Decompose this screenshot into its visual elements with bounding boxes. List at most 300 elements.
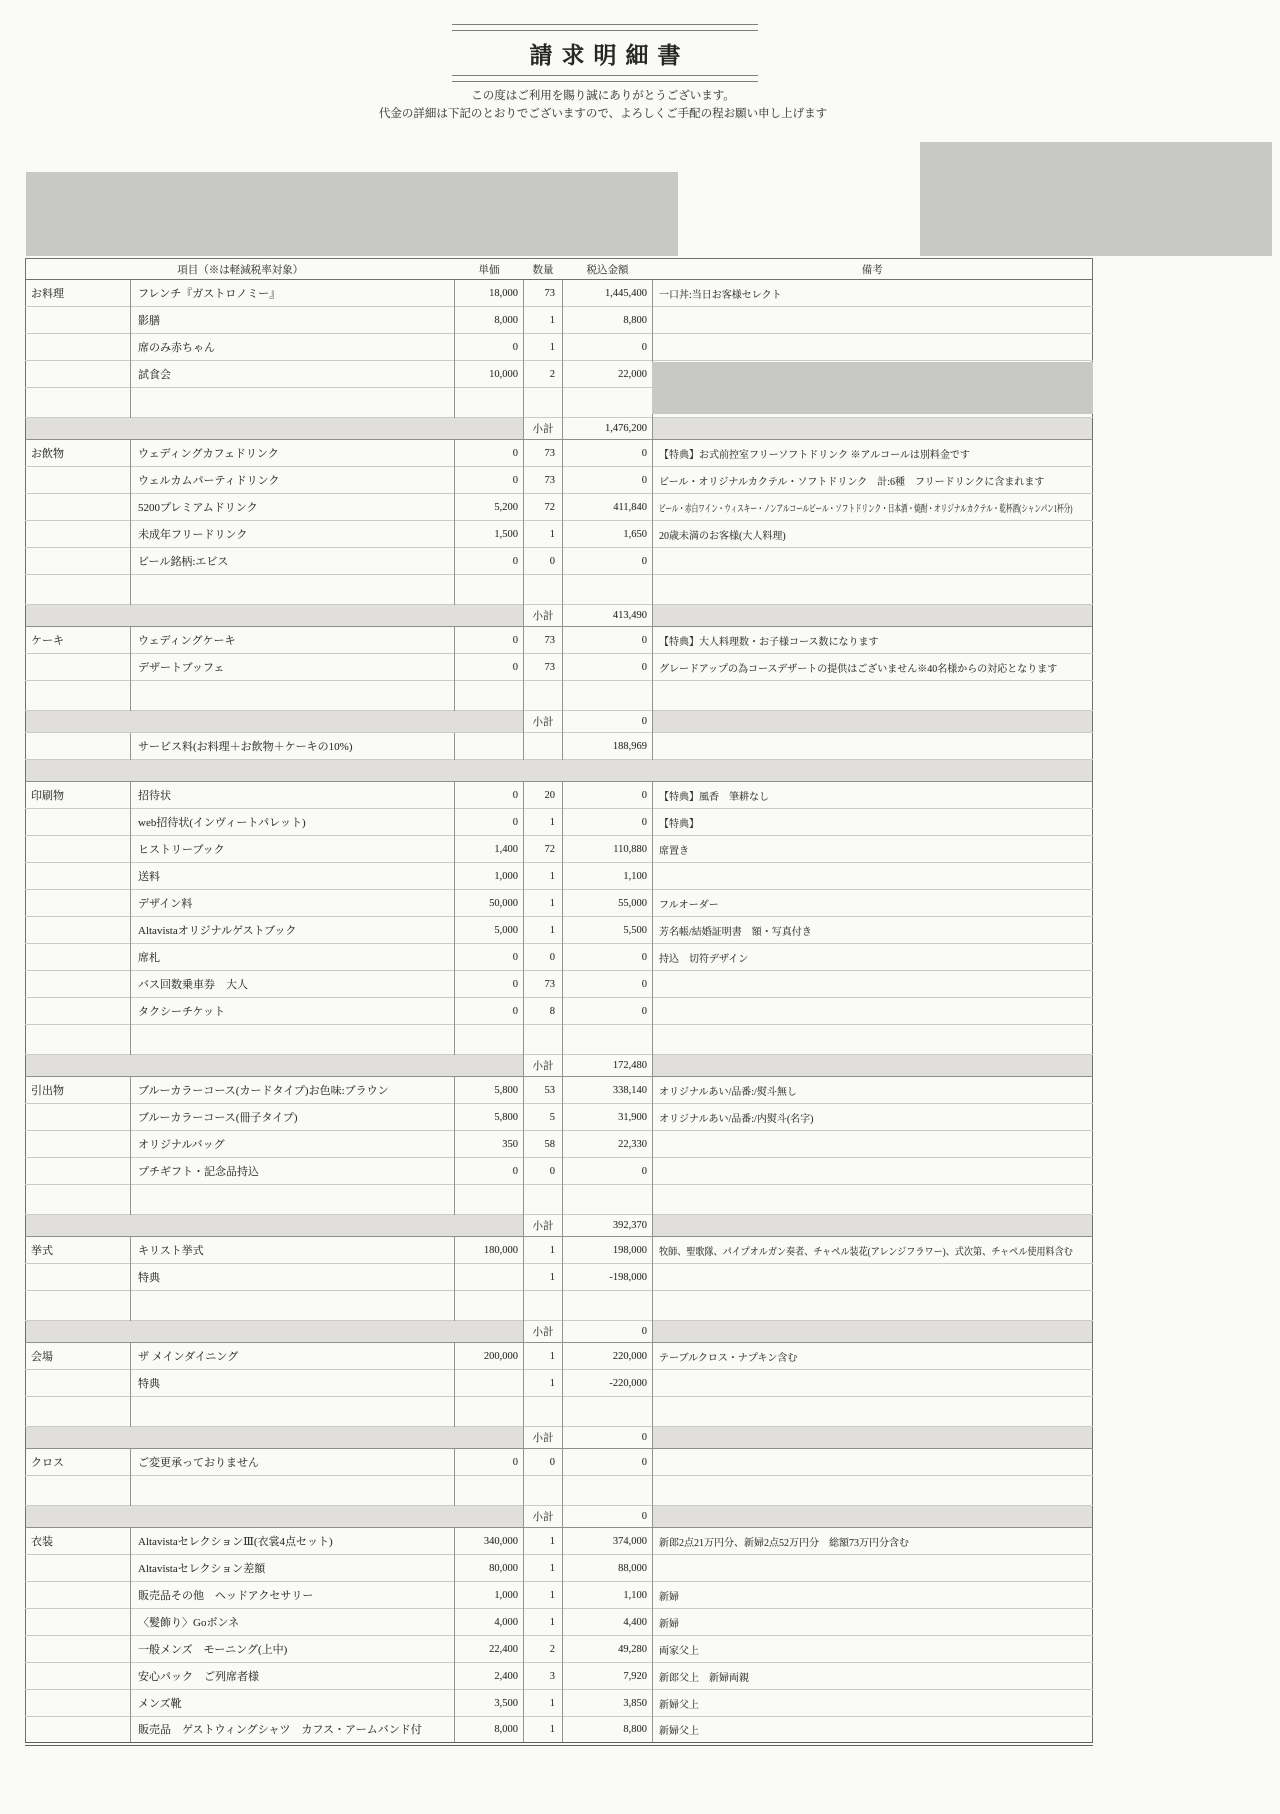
spacer-row: [26, 1025, 1093, 1055]
category-cell: [26, 1476, 131, 1506]
redacted-block-left: [26, 172, 678, 256]
amount-cell: 338,140: [563, 1077, 653, 1104]
item-name-cell: [131, 1185, 455, 1215]
amount-cell: 4,400: [563, 1609, 653, 1636]
table-row: [26, 307, 1093, 334]
unit-price-cell: [455, 681, 524, 711]
remarks-cell: 新婦父上: [653, 1717, 1093, 1744]
item-name-cell: Altavistaオリジナルゲストブック: [131, 917, 455, 944]
unit-price-cell: 0: [455, 782, 524, 809]
spacer-row: [26, 1185, 1093, 1215]
category-cell: [26, 1158, 131, 1185]
unit-price-cell: 0: [455, 944, 524, 971]
item-name-cell: ご変更承っておりません: [131, 1449, 455, 1476]
subtotal-amount: 0: [563, 1427, 653, 1449]
amount-cell: 1,100: [563, 1582, 653, 1609]
unit-price-cell: [455, 1476, 524, 1506]
item-name-cell: [131, 575, 455, 605]
table-row: [26, 809, 1093, 836]
quantity-cell: 58: [524, 1131, 563, 1158]
amount-cell: 55,000: [563, 890, 653, 917]
category-cell: [26, 575, 131, 605]
item-name-cell: 席札: [131, 944, 455, 971]
item-name-cell: AltavistaセレクションⅢ(衣裳4点セット): [131, 1528, 455, 1555]
amount-cell: 49,280: [563, 1636, 653, 1663]
unit-price-cell: 0: [455, 654, 524, 681]
quantity-cell: 0: [524, 944, 563, 971]
remarks-cell: 【特典】大人料理数・お子様コース数になります: [653, 627, 1093, 654]
remarks-cell: 一口丼:当日お客様セレクト: [653, 280, 1093, 307]
unit-price-cell: 0: [455, 971, 524, 998]
quantity-cell: 73: [524, 440, 563, 467]
table-row: [26, 494, 1093, 521]
category-cell: [26, 917, 131, 944]
amount-cell: 88,000: [563, 1555, 653, 1582]
quantity-cell: [524, 1291, 563, 1321]
table-header-row: [26, 259, 1093, 280]
invoice-table-body: [26, 280, 1093, 1744]
item-name-cell: ザ メインダイニング: [131, 1343, 455, 1370]
subtotal-band-left: [26, 1055, 524, 1077]
table-row: [26, 836, 1093, 863]
quantity-cell: 20: [524, 782, 563, 809]
table-row: [26, 1717, 1093, 1744]
amount-cell: 5,500: [563, 917, 653, 944]
item-name-cell: 招待状: [131, 782, 455, 809]
category-cell: お料理: [26, 280, 131, 307]
col-header-unit-price: 単価: [455, 259, 524, 280]
unit-price-cell: 2,400: [455, 1663, 524, 1690]
table-row: [26, 627, 1093, 654]
item-name-cell: デザイン料: [131, 890, 455, 917]
subtotal-row: [26, 418, 1093, 440]
amount-cell: 22,000: [563, 361, 653, 388]
unit-price-cell: [455, 1291, 524, 1321]
item-name-cell: オリジナルバッグ: [131, 1131, 455, 1158]
category-cell: 引出物: [26, 1077, 131, 1104]
item-name-cell: web招待状(インヴィートパレット): [131, 809, 455, 836]
remarks-cell: [653, 733, 1093, 760]
quantity-cell: 73: [524, 654, 563, 681]
table-row: [26, 1104, 1093, 1131]
table-row: [26, 467, 1093, 494]
table-row: [26, 917, 1093, 944]
quantity-cell: [524, 388, 563, 418]
subtotal-band-right: [653, 418, 1093, 440]
category-cell: [26, 654, 131, 681]
item-name-cell: ビール銘柄:エビス: [131, 548, 455, 575]
subtotal-label: 小計: [524, 1506, 563, 1528]
amount-cell: -198,000: [563, 1264, 653, 1291]
unit-price-cell: 350: [455, 1131, 524, 1158]
subtotal-label: 小計: [524, 418, 563, 440]
unit-price-cell: 3,500: [455, 1690, 524, 1717]
remarks-cell: [653, 1449, 1093, 1476]
table-row: [26, 890, 1093, 917]
unit-price-cell: 0: [455, 1158, 524, 1185]
quantity-cell: 0: [524, 1158, 563, 1185]
greeting-line-2: 代金の詳細は下記のとおりでございますので、よろしくご手配の程お願い申し上げます: [378, 108, 828, 120]
quantity-cell: [524, 1397, 563, 1427]
remarks-cell: [653, 1555, 1093, 1582]
unit-price-cell: [455, 1185, 524, 1215]
amount-cell: 220,000: [563, 1343, 653, 1370]
amount-cell: 0: [563, 627, 653, 654]
item-name-cell: 一般メンズ モーニング(上中): [131, 1636, 455, 1663]
unit-price-cell: 80,000: [455, 1555, 524, 1582]
remarks-cell: ビール・オリジナルカクテル・ソフトドリンク 計:6種 フリードリンクに含まれます: [653, 467, 1093, 494]
subtotal-label: 小計: [524, 1427, 563, 1449]
quantity-cell: 1: [524, 1609, 563, 1636]
table-row: [26, 863, 1093, 890]
unit-price-cell: 5,000: [455, 917, 524, 944]
item-name-cell: プチギフト・記念品持込: [131, 1158, 455, 1185]
amount-cell: 0: [563, 944, 653, 971]
category-cell: お飲物: [26, 440, 131, 467]
subtotal-row: [26, 711, 1093, 733]
item-name-cell: タクシーチケット: [131, 998, 455, 1025]
subtotal-amount: 0: [563, 711, 653, 733]
unit-price-cell: 22,400: [455, 1636, 524, 1663]
table-row: [26, 1077, 1093, 1104]
quantity-cell: 5: [524, 1104, 563, 1131]
unit-price-cell: [455, 388, 524, 418]
item-name-cell: 試食会: [131, 361, 455, 388]
category-cell: [26, 1025, 131, 1055]
unit-price-cell: 8,000: [455, 1717, 524, 1744]
category-cell: [26, 863, 131, 890]
quantity-cell: 1: [524, 1717, 563, 1744]
quantity-cell: 3: [524, 1663, 563, 1690]
table-row: [26, 1131, 1093, 1158]
item-name-cell: メンズ靴: [131, 1690, 455, 1717]
title-rule-top: [452, 24, 758, 31]
quantity-cell: 1: [524, 1237, 563, 1264]
table-row: [26, 440, 1093, 467]
category-cell: [26, 809, 131, 836]
subtotal-row: [26, 1506, 1093, 1528]
item-name-cell: 特典: [131, 1264, 455, 1291]
category-cell: 会場: [26, 1343, 131, 1370]
quantity-cell: 0: [524, 1449, 563, 1476]
amount-cell: 374,000: [563, 1528, 653, 1555]
unit-price-cell: 10,000: [455, 361, 524, 388]
quantity-cell: 1: [524, 1264, 563, 1291]
item-name-cell: [131, 388, 455, 418]
item-name-cell: ブルーカラーコース(カードタイプ)お色味:ブラウン: [131, 1077, 455, 1104]
amount-cell: 0: [563, 782, 653, 809]
table-row: [26, 998, 1093, 1025]
category-cell: [26, 388, 131, 418]
col-header-remarks: 備考: [653, 259, 1093, 280]
remarks-cell: オリジナルあい/品番:/内熨斗(名字): [653, 1104, 1093, 1131]
category-cell: [26, 307, 131, 334]
amount-cell: 7,920: [563, 1663, 653, 1690]
quantity-cell: 73: [524, 467, 563, 494]
subtotal-amount: 392,370: [563, 1215, 653, 1237]
subtotal-amount: 172,480: [563, 1055, 653, 1077]
amount-cell: 22,330: [563, 1131, 653, 1158]
unit-price-cell: 180,000: [455, 1237, 524, 1264]
category-cell: [26, 1131, 131, 1158]
item-name-cell: ヒストリーブック: [131, 836, 455, 863]
col-header-quantity: 数量: [524, 259, 563, 280]
table-row: [26, 1528, 1093, 1555]
unit-price-cell: 5,800: [455, 1104, 524, 1131]
unit-price-cell: [455, 1025, 524, 1055]
unit-price-cell: 0: [455, 809, 524, 836]
quantity-cell: 53: [524, 1077, 563, 1104]
title-block: [452, 24, 758, 82]
table-row: [26, 971, 1093, 998]
amount-cell: 8,800: [563, 307, 653, 334]
remarks-cell: 両家父上: [653, 1636, 1093, 1663]
remarks-cell: 新婦父上: [653, 1690, 1093, 1717]
amount-cell: 3,850: [563, 1690, 653, 1717]
amount-cell: 0: [563, 971, 653, 998]
item-name-cell: 影膳: [131, 307, 455, 334]
category-cell: [26, 998, 131, 1025]
col-header-amount: 税込金額: [563, 259, 653, 280]
category-cell: [26, 836, 131, 863]
quantity-cell: 2: [524, 1636, 563, 1663]
table-row: [26, 1237, 1093, 1264]
remarks-cell: [653, 863, 1093, 890]
item-name-cell: ウェルカムパーティドリンク: [131, 467, 455, 494]
separator-row: [26, 760, 1093, 782]
subtotal-label: 小計: [524, 1215, 563, 1237]
category-cell: [26, 1370, 131, 1397]
title-rule-bottom: [452, 75, 758, 82]
spacer-row: [26, 1397, 1093, 1427]
quantity-cell: 1: [524, 863, 563, 890]
category-cell: [26, 733, 131, 760]
remarks-cell: グレードアップの為コースデザートの提供はございません※40名様からの対応となります: [653, 654, 1093, 681]
remarks-cell: [653, 1397, 1093, 1427]
quantity-cell: [524, 1476, 563, 1506]
quantity-cell: 1: [524, 1555, 563, 1582]
subtotal-row: [26, 1055, 1093, 1077]
amount-cell: 0: [563, 1449, 653, 1476]
subtotal-amount: 1,476,200: [563, 418, 653, 440]
category-cell: [26, 1264, 131, 1291]
unit-price-cell: 1,000: [455, 1582, 524, 1609]
unit-price-cell: 340,000: [455, 1528, 524, 1555]
unit-price-cell: [455, 1264, 524, 1291]
unit-price-cell: 0: [455, 467, 524, 494]
quantity-cell: 72: [524, 494, 563, 521]
item-name-cell: ブルーカラーコース(冊子タイプ): [131, 1104, 455, 1131]
remarks-cell: [653, 1131, 1093, 1158]
unit-price-cell: 5,800: [455, 1077, 524, 1104]
amount-cell: 198,000: [563, 1237, 653, 1264]
quantity-cell: 0: [524, 548, 563, 575]
remarks-cell: [653, 548, 1093, 575]
category-cell: [26, 1690, 131, 1717]
unit-price-cell: 18,000: [455, 280, 524, 307]
amount-cell: [563, 1397, 653, 1427]
item-name-cell: ウェディングカフェドリンク: [131, 440, 455, 467]
greeting-line-1: この度はご利用を賜り誠にありがとうございます。: [471, 90, 735, 102]
item-name-cell: キリスト挙式: [131, 1237, 455, 1264]
category-cell: [26, 1291, 131, 1321]
item-name-cell: フレンチ『ガストロノミー』: [131, 280, 455, 307]
table-row: [26, 548, 1093, 575]
subtotal-band-right: [653, 1215, 1093, 1237]
subtotal-amount: 0: [563, 1506, 653, 1528]
item-name-cell: 〈髪飾り〉Goボンネ: [131, 1609, 455, 1636]
table-row: [26, 944, 1093, 971]
subtotal-band-right: [653, 1055, 1093, 1077]
subtotal-label: 小計: [524, 711, 563, 733]
amount-cell: 1,100: [563, 863, 653, 890]
unit-price-cell: 8,000: [455, 307, 524, 334]
category-cell: クロス: [26, 1449, 131, 1476]
unit-price-cell: 0: [455, 1449, 524, 1476]
subtotal-band-left: [26, 1427, 524, 1449]
category-cell: [26, 1582, 131, 1609]
category-cell: [26, 548, 131, 575]
subtotal-row: [26, 605, 1093, 627]
remarks-cell: フルオーダー: [653, 890, 1093, 917]
category-cell: [26, 890, 131, 917]
quantity-cell: 72: [524, 836, 563, 863]
category-cell: [26, 494, 131, 521]
category-cell: 衣装: [26, 1528, 131, 1555]
unit-price-cell: [455, 1397, 524, 1427]
table-row: [26, 1264, 1093, 1291]
unit-price-cell: [455, 1370, 524, 1397]
subtotal-band-right: [653, 605, 1093, 627]
redacted-remark-block: [652, 362, 1093, 414]
remarks-cell: 20歳未満のお客様(大人料理): [653, 521, 1093, 548]
remarks-cell: ビール・赤白ワイン・ウィスキー・ノンアルコールビール・ソフトドリンク・日本酒・焼酎・オリジナルカクテル・乾杯酒(シャンパン1杯分): [653, 494, 1093, 521]
remarks-cell: 席置き: [653, 836, 1093, 863]
item-name-cell: サービス料(お料理＋お飲物＋ケーキの10%): [131, 733, 455, 760]
amount-cell: [563, 575, 653, 605]
table-row: [26, 280, 1093, 307]
unit-price-cell: 200,000: [455, 1343, 524, 1370]
quantity-cell: 1: [524, 1343, 563, 1370]
table-row: [26, 782, 1093, 809]
quantity-cell: [524, 681, 563, 711]
category-cell: [26, 1185, 131, 1215]
amount-cell: -220,000: [563, 1370, 653, 1397]
item-name-cell: [131, 1397, 455, 1427]
remarks-cell: [653, 575, 1093, 605]
remarks-cell: [653, 998, 1093, 1025]
unit-price-cell: 4,000: [455, 1609, 524, 1636]
remarks-cell: 新婦: [653, 1582, 1093, 1609]
table-row: [26, 1158, 1093, 1185]
item-name-cell: [131, 1291, 455, 1321]
quantity-cell: 1: [524, 334, 563, 361]
unit-price-cell: [455, 575, 524, 605]
subtotal-band-left: [26, 605, 524, 627]
amount-cell: 1,445,400: [563, 280, 653, 307]
category-cell: [26, 1104, 131, 1131]
amount-cell: 0: [563, 334, 653, 361]
remarks-cell: 新郎父上 新婦両親: [653, 1663, 1093, 1690]
unit-price-cell: 0: [455, 334, 524, 361]
subtotal-band-left: [26, 711, 524, 733]
spacer-row: [26, 1291, 1093, 1321]
remarks-cell: [653, 1476, 1093, 1506]
item-name-cell: 販売品その他 ヘッドアクセサリー: [131, 1582, 455, 1609]
table-row: [26, 1690, 1093, 1717]
category-cell: ケーキ: [26, 627, 131, 654]
amount-cell: 110,880: [563, 836, 653, 863]
amount-cell: 0: [563, 1158, 653, 1185]
remarks-cell: 【特典】: [653, 809, 1093, 836]
table-row: [26, 1582, 1093, 1609]
table-row: [26, 361, 1093, 388]
amount-cell: [563, 681, 653, 711]
quantity-cell: 73: [524, 280, 563, 307]
remarks-cell: 新婦: [653, 1609, 1093, 1636]
quantity-cell: 1: [524, 1582, 563, 1609]
quantity-cell: 1: [524, 307, 563, 334]
invoice-table: [25, 258, 1093, 1746]
item-name-cell: 席のみ赤ちゃん: [131, 334, 455, 361]
table-row: [26, 1555, 1093, 1582]
unit-price-cell: 1,500: [455, 521, 524, 548]
remarks-cell: [653, 1370, 1093, 1397]
spacer-row: [26, 575, 1093, 605]
item-name-cell: [131, 1025, 455, 1055]
remarks-cell: [653, 1264, 1093, 1291]
spacer-row: [26, 681, 1093, 711]
category-cell: [26, 334, 131, 361]
subtotal-amount: 0: [563, 1321, 653, 1343]
table-row: [26, 1609, 1093, 1636]
category-cell: [26, 521, 131, 548]
amount-cell: 0: [563, 548, 653, 575]
remarks-cell: テーブルクロス・ナプキン含む: [653, 1343, 1093, 1370]
amount-cell: [563, 1185, 653, 1215]
amount-cell: [563, 1476, 653, 1506]
table-row: [26, 733, 1093, 760]
remarks-cell: 持込 切符デザイン: [653, 944, 1093, 971]
remarks-cell: 芳名帳/結婚証明書 額・写真付き: [653, 917, 1093, 944]
item-name-cell: 安心パック ご列席者様: [131, 1663, 455, 1690]
item-name-cell: 送料: [131, 863, 455, 890]
amount-cell: [563, 1025, 653, 1055]
item-name-cell: Altavistaセレクション差額: [131, 1555, 455, 1582]
separator-band: [26, 760, 1093, 782]
category-cell: [26, 1636, 131, 1663]
category-cell: [26, 681, 131, 711]
col-header-item: 項目（※は軽減税率対象）: [26, 259, 455, 280]
item-name-cell: 未成年フリードリンク: [131, 521, 455, 548]
subtotal-band-right: [653, 1506, 1093, 1528]
subtotal-label: 小計: [524, 605, 563, 627]
quantity-cell: [524, 575, 563, 605]
unit-price-cell: 50,000: [455, 890, 524, 917]
table-row: [26, 654, 1093, 681]
quantity-cell: 1: [524, 1528, 563, 1555]
category-cell: [26, 1663, 131, 1690]
amount-cell: 31,900: [563, 1104, 653, 1131]
subtotal-band-left: [26, 1321, 524, 1343]
quantity-cell: 1: [524, 917, 563, 944]
amount-cell: 0: [563, 809, 653, 836]
remarks-cell: 【特典】風香 筆耕なし: [653, 782, 1093, 809]
category-cell: [26, 1555, 131, 1582]
category-cell: 挙式: [26, 1237, 131, 1264]
table-row: [26, 334, 1093, 361]
unit-price-cell: 1,400: [455, 836, 524, 863]
